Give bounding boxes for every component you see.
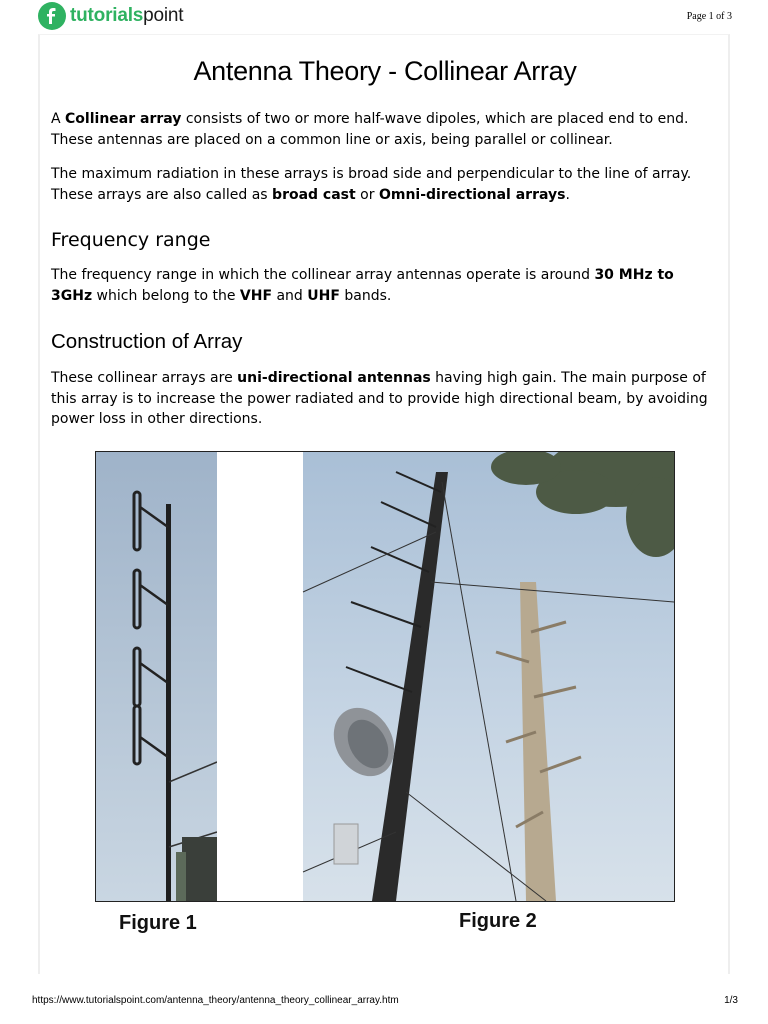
tutorialspoint-logo[interactable] [38, 2, 183, 30]
text: having high gain. The main purpose of this array is to increase the power radiated and to provide high directional beam, by avoiding power loss in other directions. [51, 370, 708, 427]
text: or [355, 186, 379, 203]
antenna-photo-illustration [96, 452, 674, 901]
page-title: Antenna Theory - Collinear Array [193, 56, 577, 86]
bold-collinear-array: Collinear array [65, 111, 182, 127]
paragraph-construction [51, 368, 719, 430]
bold-frequency-range: 30 MHz to 3GHz [51, 267, 674, 304]
text: consists of two or more half-wave dipoles, which are placed end to end. These antennas are placed on a common line or axis, being parallel or collinear. [51, 111, 689, 148]
paragraph-radiation [51, 164, 719, 205]
figure1-caption: Figure 1 [119, 912, 197, 934]
text: . [565, 186, 570, 203]
heading-construction: Construction of Array [51, 330, 243, 353]
figure1-base [182, 837, 217, 901]
text: and [272, 287, 308, 304]
footer-page-number: 1/3 [724, 995, 738, 1006]
logo-text-point: point [143, 5, 184, 26]
paragraph-frequency [51, 265, 719, 306]
figure2-caption: Figure 2 [459, 910, 537, 932]
text: The frequency range in which the collinear array antennas operate is around [51, 267, 595, 283]
figure1-base-post [176, 852, 186, 901]
figure2-sky [303, 452, 674, 901]
figure2-panel [334, 824, 358, 864]
logo-badge-icon [38, 2, 66, 30]
figure-gap [217, 452, 303, 901]
text: which belong to the [92, 287, 240, 304]
collinear-array-photo [95, 451, 675, 902]
bold-uhf: UHF [307, 287, 340, 304]
text: The maximum radiation in these arrays is broad side and perpendicular to the line of array. These arrays are also called as [51, 166, 692, 203]
article-content [51, 56, 719, 444]
bold-vhf: VHF [239, 287, 273, 304]
figure1-mast [166, 504, 171, 901]
text: These collinear arrays are [51, 370, 238, 386]
text: A [51, 111, 66, 127]
paragraph-intro [51, 109, 719, 150]
footer-url[interactable]: https://www.tutorialspoint.com/antenna_theory/antenna_theory_collinear_array.htm [32, 995, 399, 1006]
bold-omni-directional: Omni-directional arrays [378, 186, 566, 203]
bold-uni-directional: uni-directional antennas [237, 370, 431, 386]
page-count: Page 1 of 3 [686, 11, 732, 22]
logo-text-tutorials: tutorials [70, 5, 144, 26]
text: bands. [339, 287, 392, 304]
heading-frequency-range: Frequency range [51, 229, 211, 251]
logo-wordmark [70, 5, 183, 27]
bold-broad-cast: broad cast [272, 186, 356, 203]
